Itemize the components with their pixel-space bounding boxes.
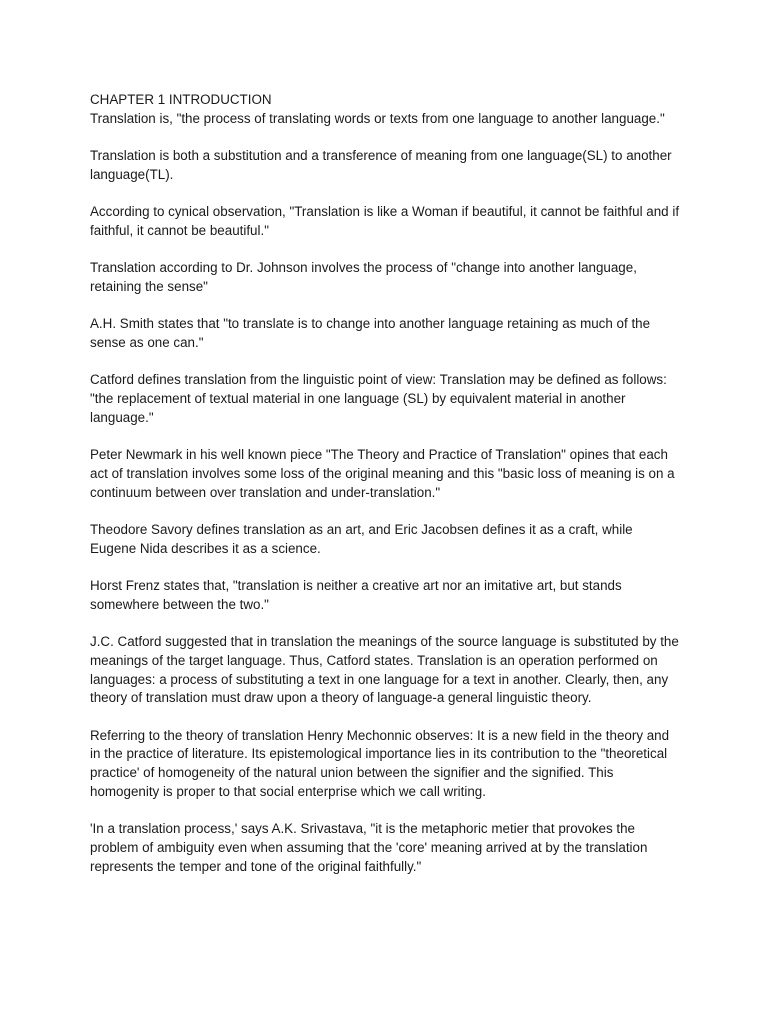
paragraph-11: Referring to the theory of translation Henry Mechonnic observes: It is a new field in the theory and in the practice of literature. Its epistemological importance lies in its contribution to the "theoretical practice' of homogeneity of the natural union between the signifier and the signified. This homogenity is proper to that social enterprise which we call writing. xyxy=(90,727,670,799)
paragraph-6: Catford defines translation from the linguistic point of view: Translation may be defined as follows: "the replacement of textual material in one language (SL) by equivalent material in another language." xyxy=(90,372,667,425)
paragraph-5: A.H. Smith states that "to translate is to change into another language retaining as much of the sense as one can." xyxy=(90,316,651,351)
paragraph-1: Translation is, "the process of translating words or texts from one language to another language." xyxy=(90,110,665,126)
paragraph-10: J.C. Catford suggested that in translation the meanings of the source language is substituted by the meanings of the target language. Thus, Catford states. Translation is an operation performed on languages: a process of substituting a text in one language for a text in another. Clearly, then, any theory of translation must draw upon a theory of language-a general linguistic theory. xyxy=(90,634,679,706)
paragraph-3: According to cynical observation, "Translation is like a Woman if beautiful, it cannot be faithful and if faithful, it cannot be beautiful." xyxy=(90,204,680,238)
chapter-heading: CHAPTER 1 INTRODUCTION xyxy=(90,92,272,107)
paragraph-9: Horst Frenz states that, "translation is neither a creative art nor an imitative art, but stands somewhere between the two." xyxy=(90,578,622,612)
paragraph-8: Theodore Savory defines translation as an art, and Eric Jacobsen defines it as a craft, while Eugene Nida describes it as a science. xyxy=(90,522,633,556)
paragraph-12: 'In a translation process,' says A.K. Srivastava, "it is the metaphoric metier that provokes the problem of ambiguity even when assuming that the 'core' meaning arrived at by the translation represents the temper and tone of the original faithfully." xyxy=(90,821,648,874)
paragraph-4: Translation according to Dr. Johnson involves the process of "change into another language, retaining the sense" xyxy=(90,260,637,294)
paragraph-7: Peter Newmark in his well known piece "The Theory and Practice of Translation" opines that each act of translation involves some loss of the original meaning and this "basic loss of meaning is on a continuum between over translation and under-translation." xyxy=(90,447,675,500)
paragraph-2: Translation is both a substitution and a transference of meaning from one language(SL) to another language(TL). xyxy=(90,148,672,182)
document-page xyxy=(90,91,680,895)
